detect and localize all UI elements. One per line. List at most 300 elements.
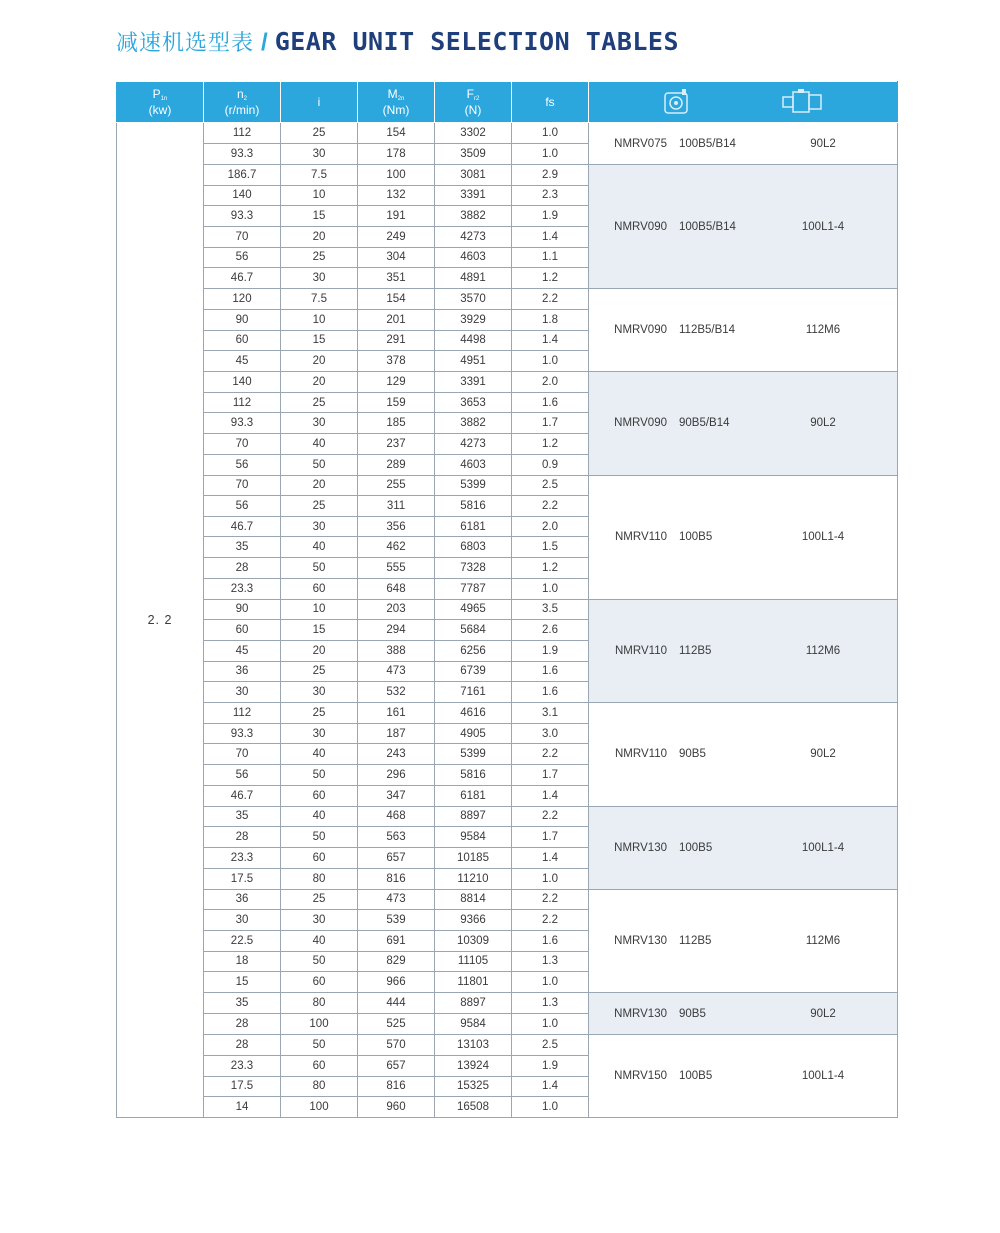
- torque-cell: 563: [358, 827, 435, 848]
- torque-cell: 657: [358, 848, 435, 869]
- col-header-power: $P_{1n}$ (kw): [117, 82, 204, 123]
- service-factor-cell: 1.7: [512, 413, 589, 434]
- gear-unit-selection-table: [116, 81, 898, 1118]
- ratio-cell: 30: [281, 516, 358, 537]
- ratio-cell: 50: [281, 558, 358, 579]
- ratio-cell: 60: [281, 578, 358, 599]
- radial-load-cell: 11105: [435, 951, 512, 972]
- speed-cell: 18: [204, 951, 281, 972]
- radial-load-cell: 7161: [435, 682, 512, 703]
- table-row: [117, 1035, 898, 1056]
- torque-cell: 191: [358, 206, 435, 227]
- radial-load-cell: 5816: [435, 765, 512, 786]
- speed-cell: 56: [204, 454, 281, 475]
- radial-load-cell: 11801: [435, 972, 512, 993]
- service-factor-cell: 1.0: [512, 123, 589, 144]
- radial-load-cell: 7787: [435, 578, 512, 599]
- col-header-model-icons: [589, 82, 898, 123]
- radial-load-cell: 6739: [435, 661, 512, 682]
- flange-code: 100B5: [679, 531, 713, 543]
- service-factor-cell: 2.0: [512, 372, 589, 393]
- title-separator: /: [261, 29, 268, 56]
- flange-code: 100B5: [679, 841, 713, 854]
- model-group-cell: [589, 123, 898, 165]
- radial-load-cell: 4273: [435, 434, 512, 455]
- speed-cell: 17.5: [204, 868, 281, 889]
- torque-cell: 816: [358, 1076, 435, 1097]
- gearbox-front-icon: [661, 87, 691, 117]
- torque-cell: 249: [358, 226, 435, 247]
- torque-cell: 203: [358, 599, 435, 620]
- service-factor-cell: 2.2: [512, 289, 589, 310]
- ratio-cell: 50: [281, 765, 358, 786]
- radial-load-cell: 3081: [435, 165, 512, 186]
- table-header-row: [117, 82, 898, 123]
- torque-cell: 237: [358, 434, 435, 455]
- service-factor-cell: 1.9: [512, 206, 589, 227]
- torque-cell: 100: [358, 165, 435, 186]
- torque-cell: 289: [358, 454, 435, 475]
- radial-load-cell: 4498: [435, 330, 512, 351]
- torque-cell: 691: [358, 930, 435, 951]
- model-code: NMRV110: [615, 644, 667, 657]
- ratio-cell: 50: [281, 951, 358, 972]
- model-group-cell: [589, 475, 898, 599]
- radial-load-cell: 3391: [435, 185, 512, 206]
- service-factor-cell: 1.0: [512, 1097, 589, 1118]
- model-code: NMRV130: [614, 841, 667, 854]
- service-factor-cell: 1.0: [512, 972, 589, 993]
- radial-load-cell: 3570: [435, 289, 512, 310]
- torque-cell: 255: [358, 475, 435, 496]
- model-group-cell: [589, 993, 898, 1035]
- ratio-cell: 80: [281, 1076, 358, 1097]
- radial-load-cell: 3653: [435, 392, 512, 413]
- radial-load-cell: 15325: [435, 1076, 512, 1097]
- table-row: [117, 123, 898, 144]
- torque-cell: 294: [358, 620, 435, 641]
- model-code: NMRV090: [614, 324, 667, 336]
- ratio-cell: 40: [281, 434, 358, 455]
- speed-cell: 70: [204, 226, 281, 247]
- flange-code: 112B5: [679, 644, 712, 657]
- service-factor-cell: 1.3: [512, 993, 589, 1014]
- model-group-cell: [589, 889, 898, 993]
- speed-cell: 56: [204, 496, 281, 517]
- model-group-cell: [589, 703, 898, 807]
- speed-cell: 28: [204, 827, 281, 848]
- radial-load-cell: 3882: [435, 413, 512, 434]
- speed-cell: 56: [204, 247, 281, 268]
- ratio-cell: 80: [281, 868, 358, 889]
- speed-cell: 36: [204, 889, 281, 910]
- model-group-cell: [589, 372, 898, 476]
- torque-cell: 187: [358, 723, 435, 744]
- speed-cell: 46.7: [204, 268, 281, 289]
- motor-code: 100L1-4: [801, 531, 845, 543]
- ratio-cell: 100: [281, 1014, 358, 1035]
- model-code: NMRV130: [614, 1007, 667, 1020]
- speed-cell: 70: [204, 475, 281, 496]
- radial-load-cell: 6256: [435, 640, 512, 661]
- service-factor-cell: 0.9: [512, 454, 589, 475]
- torque-cell: 161: [358, 703, 435, 724]
- ratio-cell: 10: [281, 599, 358, 620]
- radial-load-cell: 5684: [435, 620, 512, 641]
- motor-code: 90L2: [810, 417, 836, 430]
- flange-code: 100B5/B14: [679, 137, 736, 150]
- speed-cell: 90: [204, 599, 281, 620]
- ratio-cell: 30: [281, 144, 358, 165]
- radial-load-cell: 5399: [435, 475, 512, 496]
- flange-code: 100B5: [679, 1070, 713, 1082]
- service-factor-cell: 1.7: [512, 827, 589, 848]
- flange-code: 90B5: [679, 748, 706, 761]
- radial-load-cell: 13924: [435, 1055, 512, 1076]
- ratio-cell: 20: [281, 640, 358, 661]
- torque-cell: 154: [358, 289, 435, 310]
- service-factor-cell: 1.2: [512, 268, 589, 289]
- flange-code: 100B5/B14: [679, 220, 736, 233]
- motor-code: 100L1-4: [801, 1070, 845, 1082]
- speed-cell: 35: [204, 993, 281, 1014]
- speed-cell: 93.3: [204, 413, 281, 434]
- torque-cell: 468: [358, 806, 435, 827]
- torque-cell: 347: [358, 785, 435, 806]
- torque-cell: 378: [358, 351, 435, 372]
- torque-cell: 159: [358, 392, 435, 413]
- service-factor-cell: 1.4: [512, 330, 589, 351]
- radial-load-cell: 4273: [435, 226, 512, 247]
- table-body: [117, 123, 898, 1118]
- torque-cell: 966: [358, 972, 435, 993]
- ratio-cell: 30: [281, 268, 358, 289]
- power-cell: 2. 2: [117, 123, 204, 1118]
- table-row: [117, 289, 898, 310]
- service-factor-cell: 1.6: [512, 682, 589, 703]
- radial-load-cell: 4951: [435, 351, 512, 372]
- speed-cell: 140: [204, 185, 281, 206]
- radial-load-cell: 4603: [435, 454, 512, 475]
- radial-load-cell: 4905: [435, 723, 512, 744]
- ratio-cell: 80: [281, 993, 358, 1014]
- motor-code: 112M6: [805, 644, 841, 657]
- col-header-output-speed: $n_2$ (r/min): [204, 82, 281, 123]
- radial-load-cell: 9584: [435, 827, 512, 848]
- radial-load-cell: 9584: [435, 1014, 512, 1035]
- col-header-torque: $M_{2n}$ (Nm): [358, 82, 435, 123]
- motor-code: 112M6: [805, 324, 841, 336]
- model-group-cell: [589, 289, 898, 372]
- torque-cell: 291: [358, 330, 435, 351]
- radial-load-cell: 4616: [435, 703, 512, 724]
- model-group-cell: [589, 806, 898, 889]
- speed-cell: 23.3: [204, 848, 281, 869]
- torque-cell: 444: [358, 993, 435, 1014]
- model-group-cell: [589, 1035, 898, 1118]
- table-row: [117, 993, 898, 1014]
- ratio-cell: 25: [281, 703, 358, 724]
- service-factor-cell: 3.5: [512, 599, 589, 620]
- ratio-cell: 40: [281, 930, 358, 951]
- torque-cell: 178: [358, 144, 435, 165]
- ratio-cell: 25: [281, 247, 358, 268]
- service-factor-cell: 1.6: [512, 392, 589, 413]
- service-factor-cell: 2.5: [512, 475, 589, 496]
- ratio-cell: 30: [281, 723, 358, 744]
- radial-load-cell: 3509: [435, 144, 512, 165]
- speed-cell: 70: [204, 744, 281, 765]
- table-row: [117, 165, 898, 186]
- motor-code: 100L1-4: [801, 841, 845, 854]
- service-factor-cell: 2.2: [512, 910, 589, 931]
- radial-load-cell: 6181: [435, 785, 512, 806]
- ratio-cell: 25: [281, 889, 358, 910]
- service-factor-cell: 1.4: [512, 226, 589, 247]
- radial-load-cell: 3391: [435, 372, 512, 393]
- radial-load-cell: 9366: [435, 910, 512, 931]
- model-code: NMRV150: [614, 1070, 667, 1082]
- speed-cell: 112: [204, 123, 281, 144]
- torque-cell: 570: [358, 1035, 435, 1056]
- page-title: [116, 26, 679, 62]
- speed-cell: 186.7: [204, 165, 281, 186]
- service-factor-cell: 2.2: [512, 744, 589, 765]
- ratio-cell: 40: [281, 537, 358, 558]
- col-header-service-factor: fs: [512, 82, 589, 123]
- service-factor-cell: 1.9: [512, 1055, 589, 1076]
- speed-cell: 14: [204, 1097, 281, 1118]
- service-factor-cell: 2.2: [512, 806, 589, 827]
- radial-load-cell: 6803: [435, 537, 512, 558]
- ratio-cell: 7.5: [281, 289, 358, 310]
- service-factor-cell: 1.9: [512, 640, 589, 661]
- ratio-cell: 100: [281, 1097, 358, 1118]
- service-factor-cell: 1.2: [512, 558, 589, 579]
- torque-cell: 657: [358, 1055, 435, 1076]
- torque-cell: 388: [358, 640, 435, 661]
- service-factor-cell: 1.0: [512, 144, 589, 165]
- radial-load-cell: 11210: [435, 868, 512, 889]
- speed-cell: 22.5: [204, 930, 281, 951]
- service-factor-cell: 1.4: [512, 1076, 589, 1097]
- service-factor-cell: 2.0: [512, 516, 589, 537]
- table-row: [117, 372, 898, 393]
- torque-cell: 555: [358, 558, 435, 579]
- service-factor-cell: 2.2: [512, 889, 589, 910]
- ratio-cell: 15: [281, 620, 358, 641]
- speed-cell: 60: [204, 620, 281, 641]
- service-factor-cell: 1.4: [512, 785, 589, 806]
- ratio-cell: 30: [281, 682, 358, 703]
- speed-cell: 23.3: [204, 1055, 281, 1076]
- torque-cell: 816: [358, 868, 435, 889]
- speed-cell: 90: [204, 309, 281, 330]
- ratio-cell: 60: [281, 785, 358, 806]
- radial-load-cell: 8897: [435, 806, 512, 827]
- ratio-cell: 50: [281, 454, 358, 475]
- torque-cell: 829: [358, 951, 435, 972]
- speed-cell: 17.5: [204, 1076, 281, 1097]
- speed-cell: 93.3: [204, 206, 281, 227]
- torque-cell: 532: [358, 682, 435, 703]
- radial-load-cell: 3929: [435, 309, 512, 330]
- speed-cell: 46.7: [204, 516, 281, 537]
- torque-cell: 185: [358, 413, 435, 434]
- service-factor-cell: 2.2: [512, 496, 589, 517]
- torque-cell: 311: [358, 496, 435, 517]
- service-factor-cell: 2.3: [512, 185, 589, 206]
- speed-cell: 93.3: [204, 723, 281, 744]
- ratio-cell: 60: [281, 1055, 358, 1076]
- torque-cell: 539: [358, 910, 435, 931]
- ratio-cell: 25: [281, 661, 358, 682]
- torque-cell: 296: [358, 765, 435, 786]
- ratio-cell: 25: [281, 496, 358, 517]
- torque-cell: 132: [358, 185, 435, 206]
- motor-code: 100L1-4: [801, 220, 845, 233]
- model-code: NMRV090: [614, 220, 667, 233]
- radial-load-cell: 10309: [435, 930, 512, 951]
- ratio-cell: 60: [281, 972, 358, 993]
- title-english: GEAR UNIT SELECTION TABLES: [274, 27, 680, 56]
- motor-code: 90L2: [810, 748, 836, 761]
- speed-cell: 28: [204, 1014, 281, 1035]
- radial-load-cell: 8897: [435, 993, 512, 1014]
- service-factor-cell: 1.6: [512, 661, 589, 682]
- model-code: NMRV110: [615, 531, 667, 543]
- radial-load-cell: 10185: [435, 848, 512, 869]
- service-factor-cell: 2.5: [512, 1035, 589, 1056]
- speed-cell: 28: [204, 1035, 281, 1056]
- torque-cell: 201: [358, 309, 435, 330]
- ratio-cell: 50: [281, 827, 358, 848]
- ratio-cell: 15: [281, 330, 358, 351]
- service-factor-cell: 1.5: [512, 537, 589, 558]
- speed-cell: 35: [204, 806, 281, 827]
- service-factor-cell: 1.6: [512, 930, 589, 951]
- radial-load-cell: 8814: [435, 889, 512, 910]
- ratio-cell: 40: [281, 806, 358, 827]
- radial-load-cell: 16508: [435, 1097, 512, 1118]
- motor-code: 112M6: [805, 934, 841, 947]
- table-row: [117, 889, 898, 910]
- ratio-cell: 20: [281, 226, 358, 247]
- flange-code: 112B5: [679, 934, 712, 947]
- ratio-cell: 20: [281, 372, 358, 393]
- flange-code: 112B5/B14: [679, 324, 736, 336]
- model-group-cell: [589, 599, 898, 703]
- service-factor-cell: 1.4: [512, 848, 589, 869]
- radial-load-cell: 5399: [435, 744, 512, 765]
- speed-cell: 28: [204, 558, 281, 579]
- col-header-radial-load: $F_{r2}$ (N): [435, 82, 512, 123]
- torque-cell: 154: [358, 123, 435, 144]
- service-factor-cell: 2.9: [512, 165, 589, 186]
- speed-cell: 120: [204, 289, 281, 310]
- radial-load-cell: 4965: [435, 599, 512, 620]
- speed-cell: 140: [204, 372, 281, 393]
- ratio-cell: 20: [281, 475, 358, 496]
- service-factor-cell: 3.0: [512, 723, 589, 744]
- model-code: NMRV090: [614, 417, 667, 430]
- torque-cell: 473: [358, 889, 435, 910]
- speed-cell: 60: [204, 330, 281, 351]
- service-factor-cell: 3.1: [512, 703, 589, 724]
- speed-cell: 15: [204, 972, 281, 993]
- table-row: [117, 806, 898, 827]
- speed-cell: 35: [204, 537, 281, 558]
- ratio-cell: 30: [281, 910, 358, 931]
- service-factor-cell: 1.0: [512, 578, 589, 599]
- radial-load-cell: 3882: [435, 206, 512, 227]
- radial-load-cell: 5816: [435, 496, 512, 517]
- service-factor-cell: 1.0: [512, 868, 589, 889]
- ratio-cell: 30: [281, 413, 358, 434]
- torque-cell: 473: [358, 661, 435, 682]
- speed-cell: 93.3: [204, 144, 281, 165]
- table-row: [117, 599, 898, 620]
- motor-side-icon: [781, 87, 825, 117]
- table-row: [117, 703, 898, 724]
- torque-cell: 525: [358, 1014, 435, 1035]
- speed-cell: 45: [204, 351, 281, 372]
- torque-cell: 648: [358, 578, 435, 599]
- service-factor-cell: 1.8: [512, 309, 589, 330]
- speed-cell: 112: [204, 392, 281, 413]
- service-factor-cell: 2.6: [512, 620, 589, 641]
- radial-load-cell: 4891: [435, 268, 512, 289]
- model-code: NMRV075: [614, 137, 667, 150]
- service-factor-cell: 1.2: [512, 434, 589, 455]
- torque-cell: 304: [358, 247, 435, 268]
- speed-cell: 112: [204, 703, 281, 724]
- model-group-cell: [589, 165, 898, 289]
- speed-cell: 45: [204, 640, 281, 661]
- motor-code: 90L2: [810, 1007, 836, 1020]
- motor-code: 90L2: [810, 137, 836, 150]
- service-factor-cell: 1.7: [512, 765, 589, 786]
- table-row: [117, 475, 898, 496]
- torque-cell: 462: [358, 537, 435, 558]
- ratio-cell: 15: [281, 206, 358, 227]
- radial-load-cell: 13103: [435, 1035, 512, 1056]
- ratio-cell: 40: [281, 744, 358, 765]
- speed-cell: 56: [204, 765, 281, 786]
- torque-cell: 351: [358, 268, 435, 289]
- torque-cell: 129: [358, 372, 435, 393]
- ratio-cell: 25: [281, 392, 358, 413]
- model-code: NMRV130: [614, 934, 667, 947]
- ratio-cell: 20: [281, 351, 358, 372]
- radial-load-cell: 7328: [435, 558, 512, 579]
- speed-cell: 30: [204, 910, 281, 931]
- radial-load-cell: 3302: [435, 123, 512, 144]
- speed-cell: 70: [204, 434, 281, 455]
- radial-load-cell: 6181: [435, 516, 512, 537]
- ratio-cell: 25: [281, 123, 358, 144]
- speed-cell: 30: [204, 682, 281, 703]
- model-code: NMRV110: [615, 748, 667, 761]
- service-factor-cell: 1.1: [512, 247, 589, 268]
- ratio-cell: 10: [281, 309, 358, 330]
- speed-cell: 46.7: [204, 785, 281, 806]
- ratio-cell: 60: [281, 848, 358, 869]
- ratio-cell: 7.5: [281, 165, 358, 186]
- flange-code: 90B5/B14: [679, 417, 730, 430]
- service-factor-cell: 1.0: [512, 351, 589, 372]
- speed-cell: 36: [204, 661, 281, 682]
